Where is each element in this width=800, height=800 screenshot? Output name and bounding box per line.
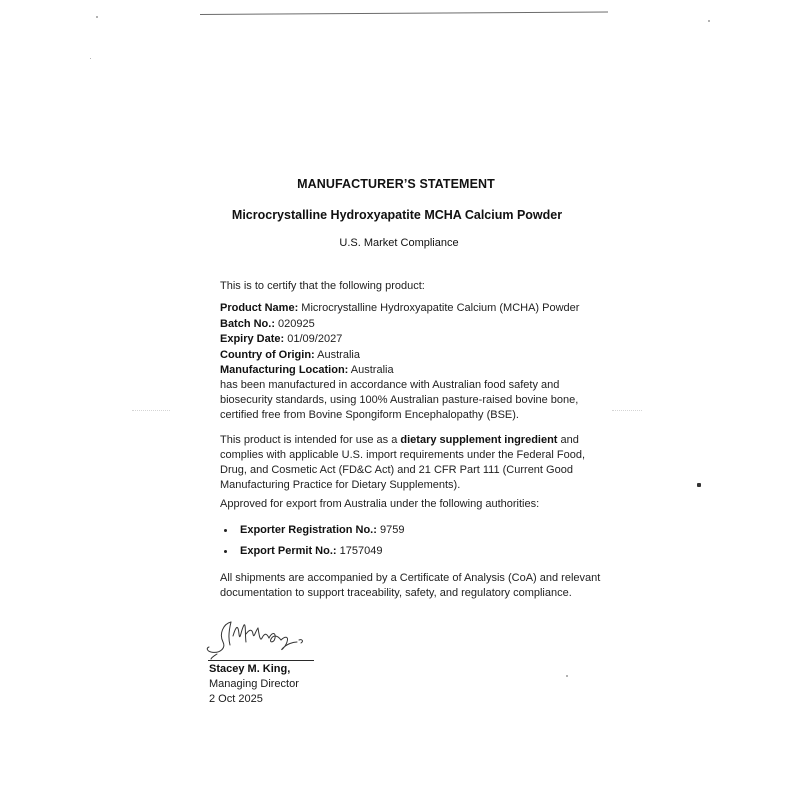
subheading: U.S. Market Compliance (339, 237, 459, 249)
shipment-paragraph: All shipments are accompanied by a Certificate of Analysis (CoA) and relevant documentation to support traceability, safety, and regulatory compliance. (220, 572, 601, 599)
scan-speck (566, 675, 568, 677)
detail-value: 020925 (275, 317, 315, 330)
intended-use-emphasis: dietary supplement ingredient (400, 434, 558, 446)
signatory-block (209, 662, 299, 707)
authority-label: Export Permit No.: (240, 545, 337, 557)
scan-artifact-dash (132, 410, 170, 411)
scan-speck (90, 58, 91, 59)
bullet-icon (224, 550, 227, 553)
authority-list (222, 523, 404, 565)
product-details (220, 301, 579, 379)
authority-value: 9759 (376, 524, 405, 536)
list-item (222, 544, 404, 565)
compliance-paragraph: has been manufactured in accordance with Australian food safety and biosecurity standards, using 100% Australian pasture-raised bovine bone, certified free from Bovine Spongiform Encephalopathy (BSE). (220, 379, 579, 421)
signature-date: 2 Oct 2025 (209, 693, 263, 705)
list-item (222, 523, 404, 544)
detail-value: 01/09/2027 (284, 333, 343, 345)
detail-label: Product Name: (220, 302, 299, 314)
scan-ink-mark (697, 483, 701, 487)
detail-label: Expiry Date: (220, 333, 285, 345)
detail-value: Microcrystalline Hydroxyapatite Calcium (MCHA) Powder (298, 302, 580, 314)
product-heading: Microcrystalline Hydroxyapatite MCHA Calcium Powder (231, 208, 563, 222)
scan-speck (708, 20, 710, 22)
signatory-name: Stacey M. King, (209, 663, 291, 675)
intended-use-text: and complies with applicable U.S. import requirements under the Federal Food, Drug, and Cosmetic Act (FD&C Act) and 21 CFR Part 111 (Current Good Manufacturing Practice for Dietary Supplements). (220, 434, 586, 491)
detail-label: Country of Origin: (220, 348, 315, 361)
detail-value: Australia (348, 364, 394, 376)
detail-row-location (220, 363, 579, 379)
signature-line (208, 660, 314, 661)
document-heading: MANUFACTURER’S STATEMENT (297, 177, 495, 191)
detail-label: Batch No.: (220, 317, 275, 330)
detail-row-batch (220, 317, 579, 333)
bullet-icon (224, 529, 227, 532)
detail-value: Australia (314, 348, 360, 361)
signatory-title: Managing Director (209, 678, 299, 690)
detail-row-product-name (220, 301, 579, 317)
intended-use-paragraph (220, 433, 610, 493)
intro-text: This is to certify that the following product: (220, 280, 425, 292)
export-approval-text: Approved for export from Australia under the following authorities: (220, 498, 540, 510)
authority-label: Exporter Registration No.: (240, 524, 377, 536)
handwritten-signature (203, 612, 313, 660)
intended-use-text: This product is intended for use as a (220, 434, 401, 446)
detail-row-origin (220, 348, 579, 364)
detail-row-expiry (220, 332, 579, 348)
scan-artifact-line (200, 12, 608, 15)
authority-value: 1757049 (336, 545, 383, 557)
scan-artifact-dash (612, 410, 642, 411)
detail-label: Manufacturing Location: (220, 364, 349, 376)
scan-speck (96, 16, 98, 18)
